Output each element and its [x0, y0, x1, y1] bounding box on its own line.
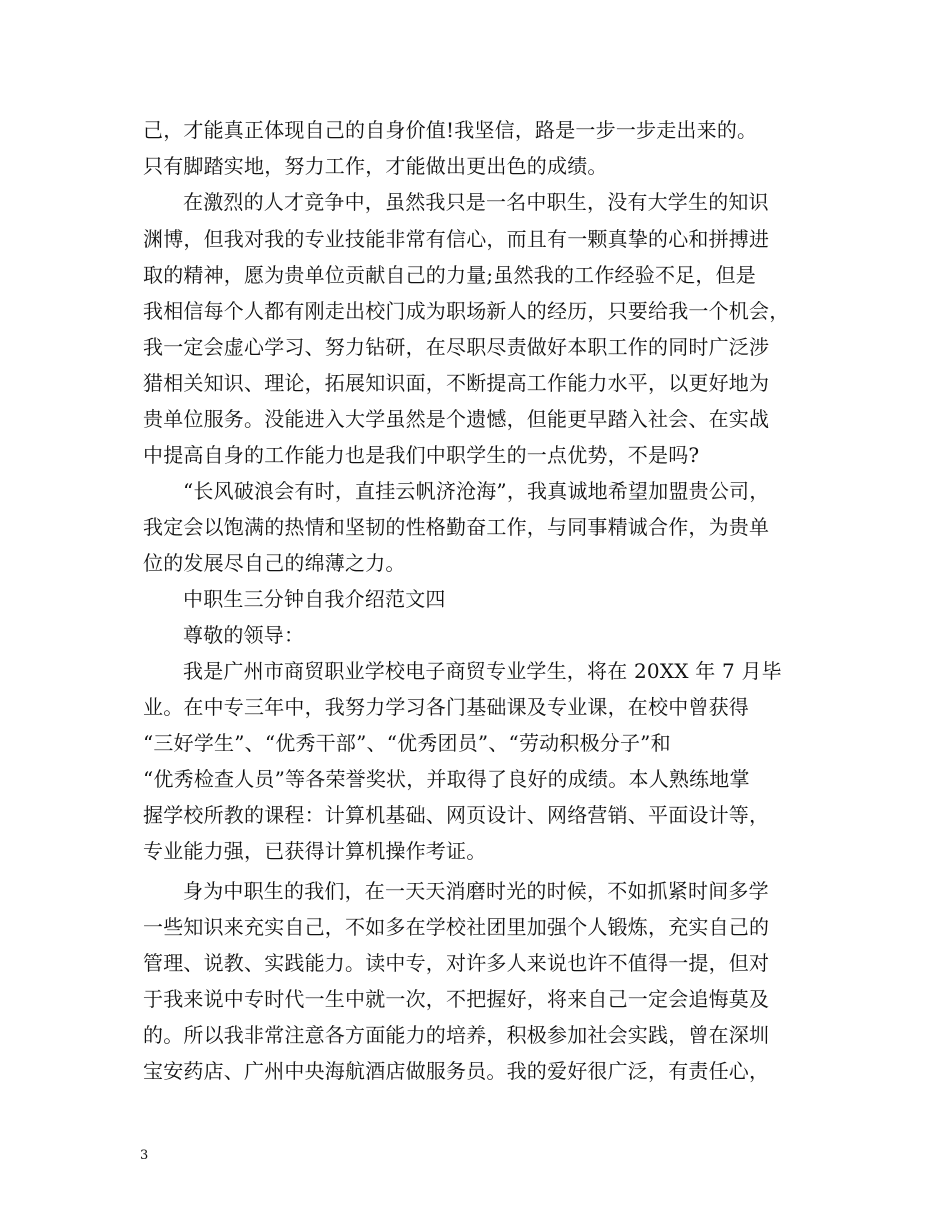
text-line: 身为中职生的我们，在一天天消磨时光的时候，不如抓紧时间多学: [183, 879, 769, 903]
text-line: 于我来说中专时代一生中就一次，不把握好，将来自己一定会追悔莫及: [143, 987, 770, 1011]
text-line: 位的发展尽自己的绵薄之力。: [143, 551, 406, 575]
text-line: 专业能力强，已获得计算机操作考证。: [143, 839, 487, 863]
text-line: 管理、说教、实践能力。读中专，对许多人来说也许不值得一提，但对: [143, 951, 770, 975]
text-line: “优秀检查人员”等各荣誉奖状，并取得了良好的成绩。本人熟练地掌: [143, 767, 750, 791]
text-line: “三好学生”、“优秀干部”、“优秀团员”、“劳动积极分子”和: [143, 731, 671, 755]
text-line: 猎相关知识、理论，拓展知识面，不断提高工作能力水平，以更好地为: [143, 371, 770, 395]
text-line: 取的精神，愿为贵单位贡献自己的力量;虽然我的工作经验不足，但是: [143, 263, 756, 287]
text-line: 业。在中专三年中，我努力学习各门基础课及专业课，在校中曾获得: [143, 695, 749, 719]
page-number: 3: [140, 1148, 149, 1163]
text-line: 我相信每个人都有刚走出校门成为职场新人的经历，只要给我一个机会，: [143, 299, 790, 323]
text-line: 我定会以饱满的热情和坚韧的性格勤奋工作，与同事精诚合作，为贵单: [143, 515, 770, 539]
text-line: 一些知识来充实自己，不如多在学校社团里加强个人锻炼，充实自己的: [143, 915, 770, 939]
text-line: 渊博，但我对我的专业技能非常有信心，而且有一颗真挚的心和拼搏进: [143, 227, 770, 251]
text-line: 己，才能真正体现自己的自身价值!我坚信，路是一步一步走出来的。: [143, 118, 758, 142]
text-line: 宝安药店、广州中央海航酒店做服务员。我的爱好很广泛，有责任心，: [143, 1059, 770, 1083]
text-line: 我一定会虚心学习、努力钻研，在尽职尽责做好本职工作的同时广泛涉: [143, 335, 770, 359]
text-line: 贵单位服务。没能进入大学虽然是个遗憾，但能更早踏入社会、在实战: [143, 407, 770, 431]
text-line: 握学校所教的课程：计算机基础、网页设计、网络营销、平面设计等，: [143, 803, 770, 827]
text-line: 在激烈的人才竞争中，虽然我只是一名中职生，没有大学生的知识: [183, 190, 769, 214]
text-line: 只有脚踏实地，努力工作，才能做出更出色的成绩。: [143, 154, 608, 178]
text-line: 中提高自身的工作能力也是我们中职学生的一点优势，不是吗?: [143, 443, 700, 467]
text-line: 我是广州市商贸职业学校电子商贸专业学生，将在 20XX 年 7 月毕: [183, 659, 782, 683]
text-line: 的。所以我非常注意各方面能力的培养，积极参加社会实践，曾在深圳: [143, 1023, 770, 1047]
section-heading: 中职生三分钟自我介绍范文四: [183, 587, 446, 611]
salutation: 尊敬的领导：: [183, 623, 305, 647]
text-line: “长风破浪会有时，直挂云帆济沧海”，我真诚地希望加盟贵公司，: [183, 479, 770, 503]
